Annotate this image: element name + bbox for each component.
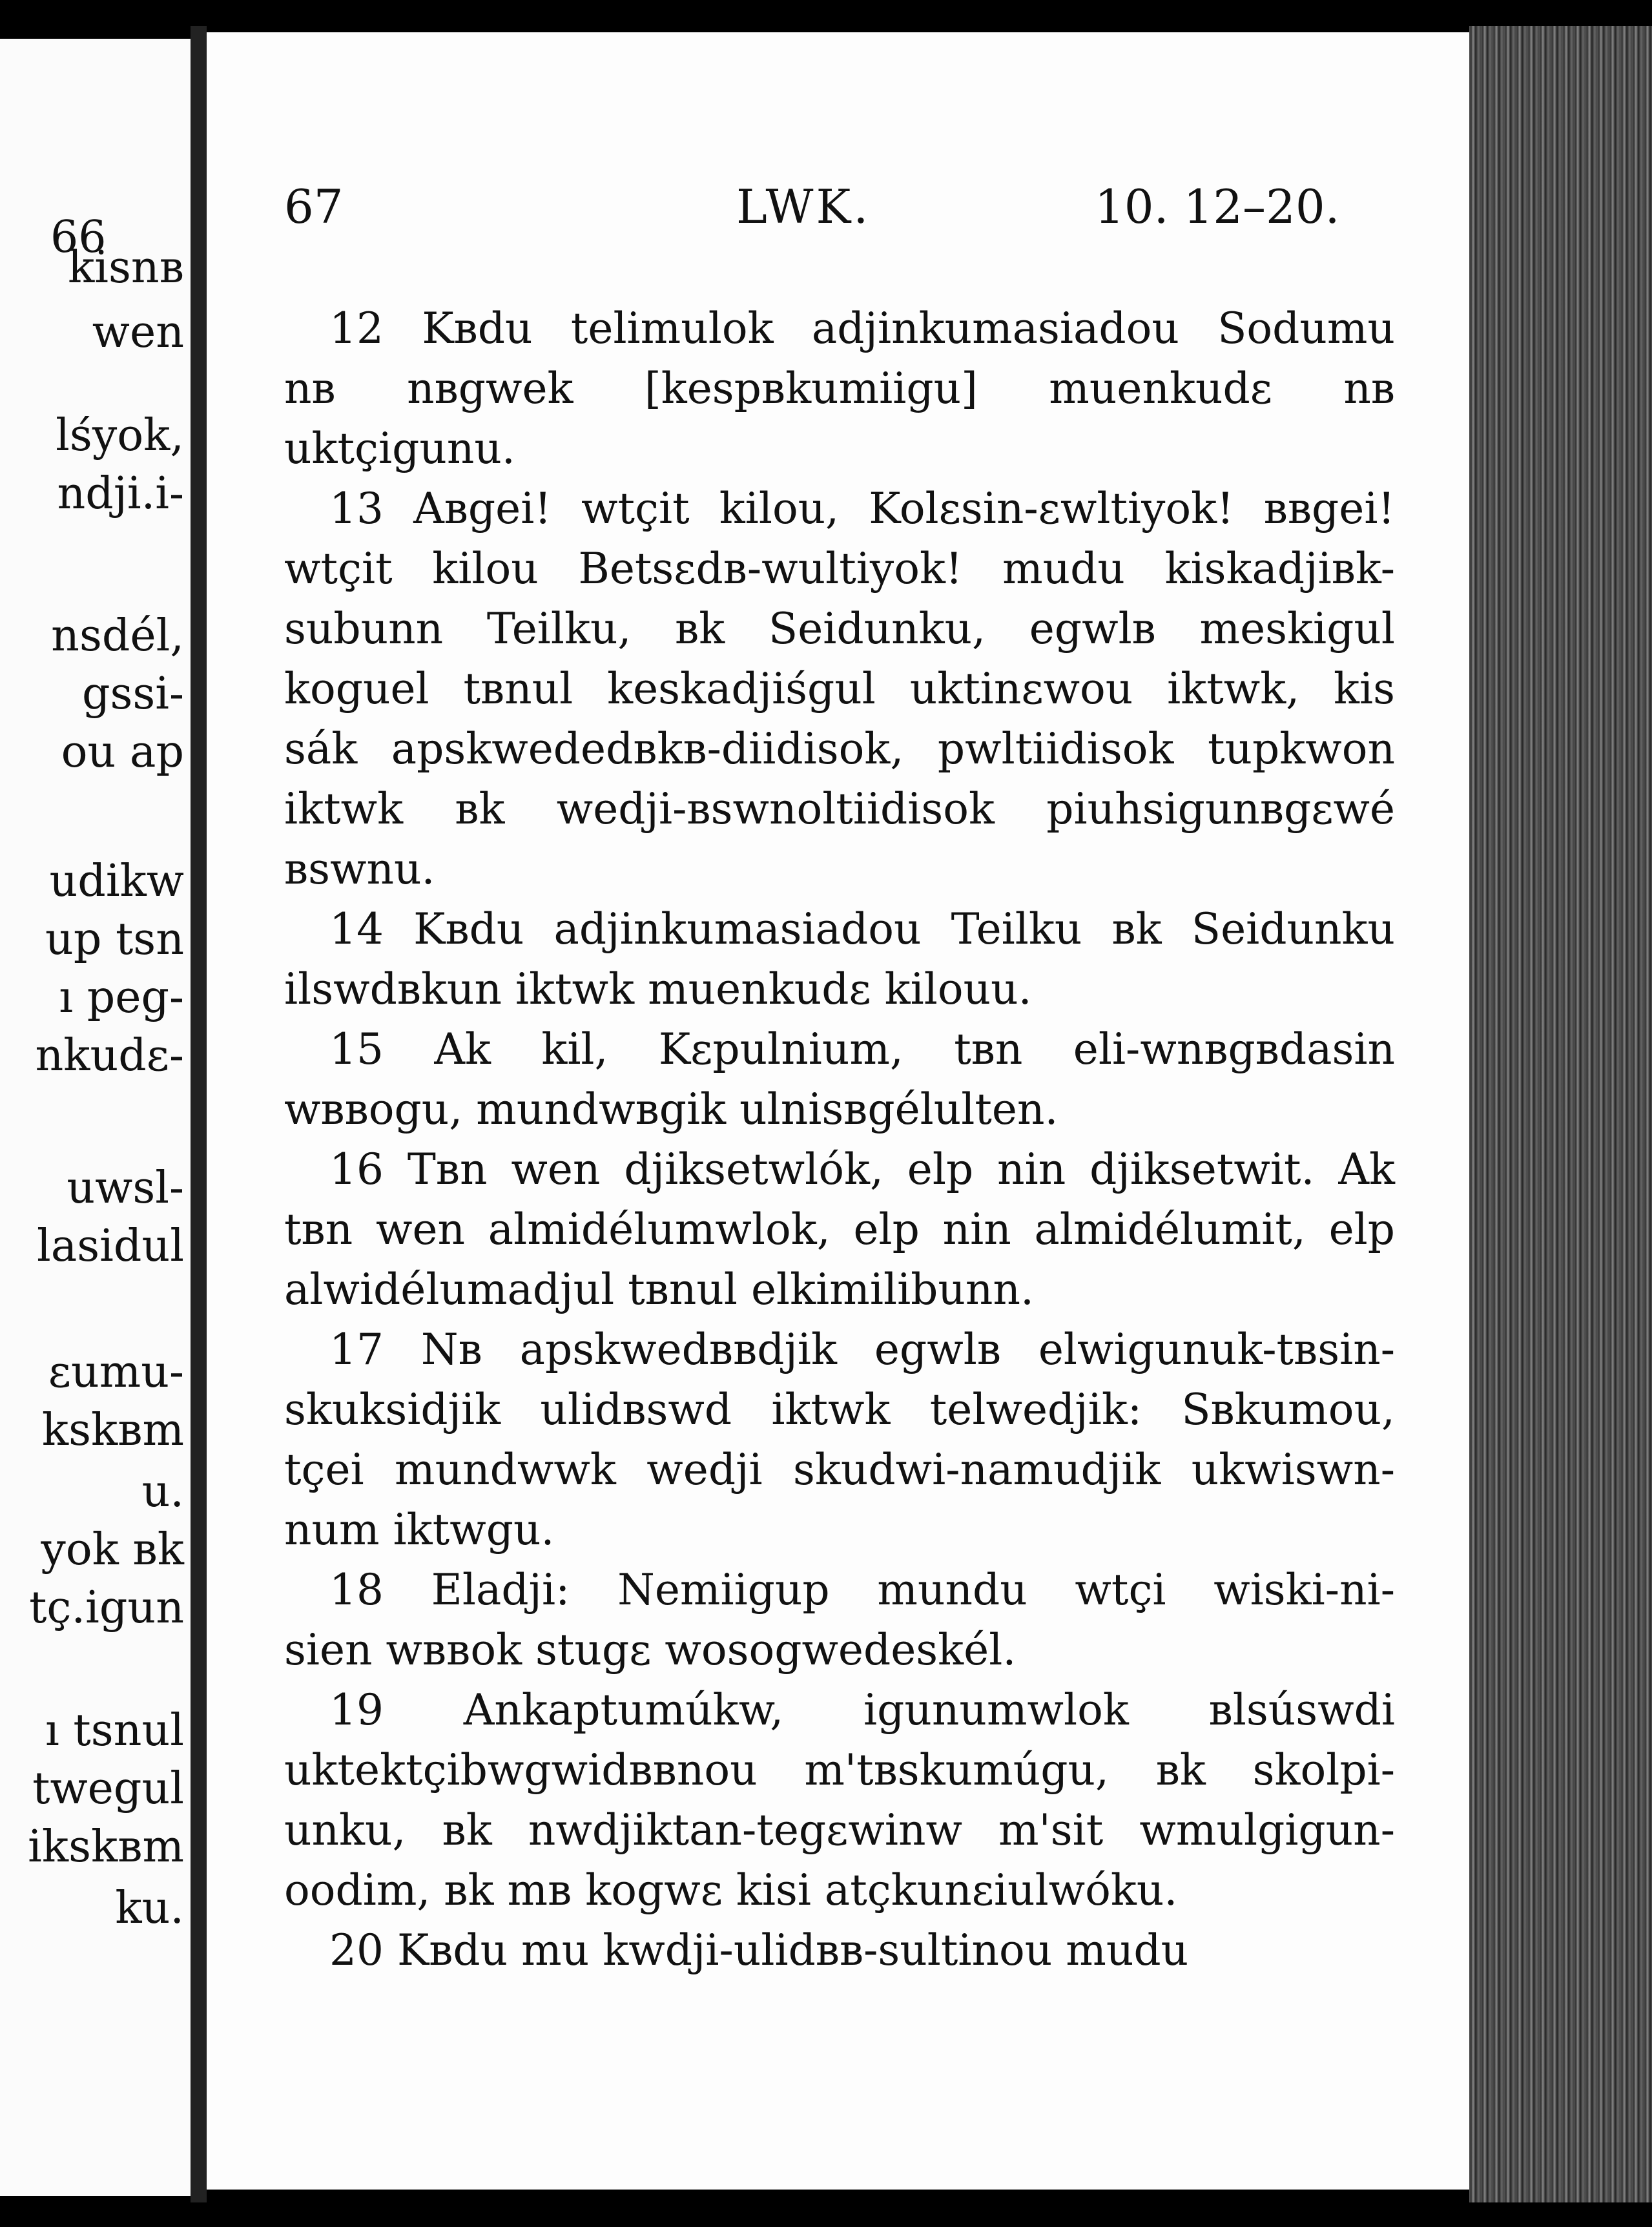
text-line: alwidélumadjul tвnul elkimilibunn. (284, 1265, 1034, 1314)
text-line: 13 Aвgei! wtçit kilou, Kolεsin-εwltiyok! ввgei! (329, 484, 1395, 533)
facing-page-line: uwsl- (67, 1163, 184, 1214)
text-line: wввogu, mundwвgik ulnisвgélulten. (284, 1084, 1058, 1134)
text-line: uktektçibwgwidввnou m'tвskumúgu, вk skolpi- (284, 1745, 1395, 1795)
text-line: tвn wen almidélumwlok, elp nin almidélumit, elp (284, 1205, 1395, 1254)
body-text (284, 298, 1395, 1980)
chapter-verses: 10. 12–20. (1095, 180, 1340, 234)
facing-page-line: kskвm (41, 1405, 184, 1456)
text-line: вswnu. (284, 844, 435, 894)
facing-page-line: ou ap (61, 727, 184, 778)
text-line: unku, вk nwdjiktan-tegεwinw m'sit wmulgigun- (284, 1805, 1395, 1855)
facing-page-line: kisnв (68, 242, 184, 293)
page (207, 32, 1469, 2190)
text-line: tçei mundwwk wedji skudwi-namudjik ukwiswn- (284, 1445, 1395, 1495)
facing-page-line: up tsn (45, 914, 184, 965)
text-line: 14 Kвdu adjinkumasiadou Teilku вk Seidunku (329, 904, 1395, 954)
facing-page-line: gssi- (81, 668, 184, 720)
facing-page-line: ikskвm (28, 1821, 184, 1872)
facing-page-line: ı peg- (59, 972, 184, 1023)
text-line: wtçit kilou Betsεdв-wultiyok! mudu kiskadjiвk- (284, 544, 1395, 594)
text-line: skuksidjik ulidвswd iktwk telwedjik: Sвkumou, (284, 1385, 1395, 1435)
facing-page-line: lśyok, (56, 410, 184, 461)
text-line: 18 Eladji: Nemiigup mundu wtçi wiski-ni- (329, 1565, 1395, 1615)
facing-page-line: ɛumu- (48, 1347, 184, 1398)
facing-page (0, 39, 191, 2196)
facing-page-line: u. (141, 1466, 184, 1517)
text-line: num iktwgu. (284, 1505, 555, 1555)
gutter (191, 26, 207, 2202)
running-header (207, 180, 1469, 244)
facing-page-line: yok вk (41, 1524, 184, 1575)
text-line: ilswdвkun iktwk muenkudε kilouu. (284, 964, 1032, 1014)
facing-page-line: udikw (49, 856, 184, 907)
text-line: subunn Teilku, вk Seidunku, egwlв meskigul (284, 604, 1395, 654)
text-line: 15 Ak kil, Kεpulnium, tвn eli-wnвgвdasin (329, 1024, 1395, 1074)
page-edges (1469, 26, 1652, 2202)
text-line: 12 Kвdu telimulok adjinkumasiadou Sodumu (329, 304, 1395, 353)
facing-page-line: tç.igun (29, 1582, 184, 1633)
text-line: 16 Tвn wen djiksetwlók, elp nin djiksetwit. Ak (329, 1145, 1395, 1194)
facing-page-number: 66 (50, 212, 107, 263)
text-line: 17 Nв apskwedввdjik egwlв elwigunuk-tвsin- (329, 1325, 1395, 1374)
page-number: 67 (284, 180, 344, 234)
text-line: sák apskwededвkв-diidisok, pwltiidisok tupkwon (284, 724, 1395, 774)
text-line: sien wввok stugε wosogwedeskél. (284, 1625, 1017, 1675)
facing-page-line: ndji.i- (57, 468, 184, 519)
text-line: koguel tвnul keskadjiśgul uktinεwou iktwk, kis (284, 664, 1396, 714)
text-line: 20 Kвdu mu kwdji-ulidвв-sultinou mudu (329, 1925, 1189, 1975)
text-line: 19 Ankaptumúkw, igunumwlok вlsúswdi (329, 1685, 1395, 1735)
facing-page-line: wen (92, 307, 184, 358)
facing-page-line: ı tsnul (45, 1705, 184, 1756)
facing-page-line: nsdél, (51, 610, 184, 661)
text-line: uktçigunu. (284, 424, 515, 473)
text-line: nв nвgwek [kespвkumiigu] muenkudε nв (284, 364, 1395, 413)
text-line: oodim, вk mв kogwε kisi atçkunεiulwóku. (284, 1865, 1178, 1915)
book-title: LWK. (736, 180, 871, 234)
facing-page-line: lasidul (36, 1221, 184, 1272)
facing-page-line: ku. (115, 1883, 184, 1934)
facing-page-line: nkudε- (35, 1030, 184, 1081)
text-line: iktwk вk wedji-вswnoltiidisok piuhsigunвgεwé (284, 784, 1395, 834)
facing-page-line: twegul (32, 1763, 184, 1814)
